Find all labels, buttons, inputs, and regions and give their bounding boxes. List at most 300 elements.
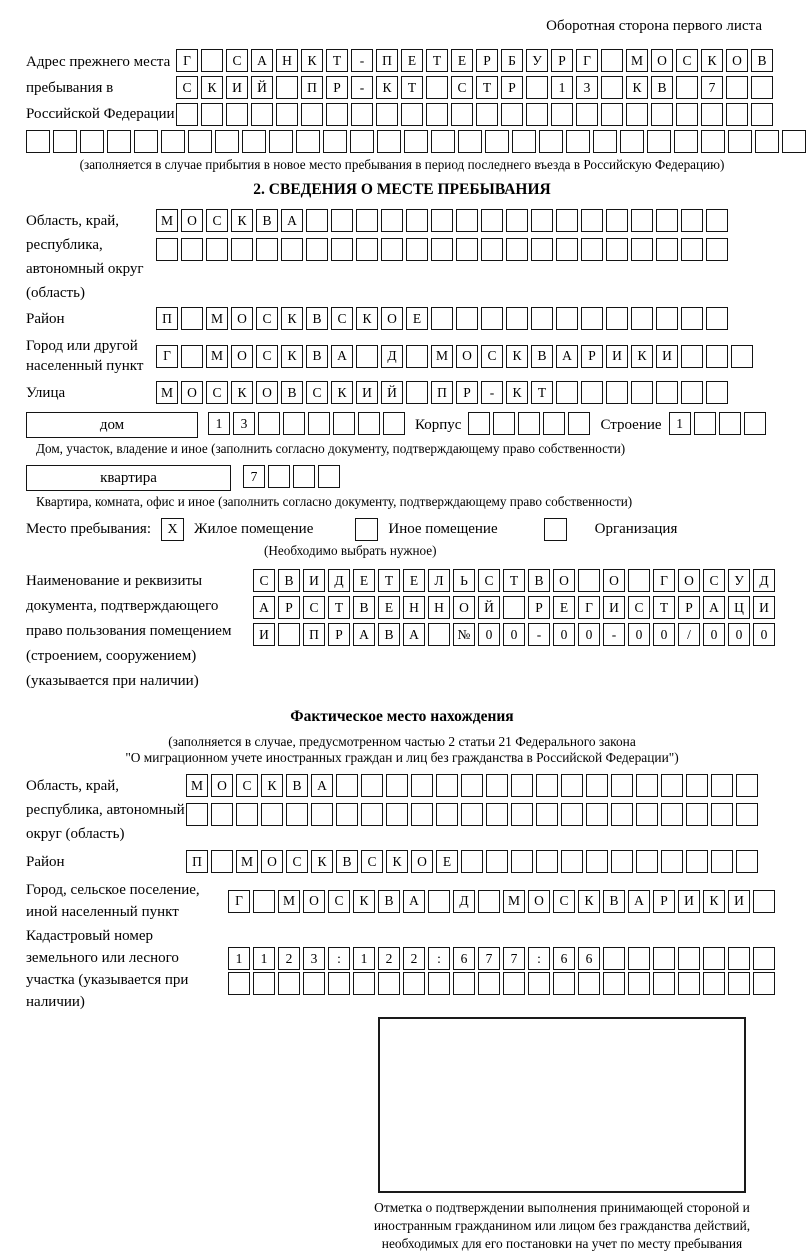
- char-cell[interactable]: В: [651, 76, 673, 99]
- char-cell[interactable]: 1: [551, 76, 573, 99]
- char-cell[interactable]: Г: [578, 596, 600, 619]
- char-cell[interactable]: Т: [401, 76, 423, 99]
- char-cell[interactable]: [431, 130, 455, 153]
- char-cell[interactable]: [336, 774, 358, 797]
- char-cell[interactable]: А: [628, 890, 650, 913]
- char-cell[interactable]: С: [256, 345, 278, 368]
- char-cell[interactable]: [276, 76, 298, 99]
- char-cell[interactable]: [782, 130, 806, 153]
- char-cell[interactable]: 0: [478, 623, 500, 646]
- char-cell[interactable]: [381, 238, 403, 261]
- char-cell[interactable]: [581, 381, 603, 404]
- char-cell[interactable]: [386, 803, 408, 826]
- char-cell[interactable]: [578, 569, 600, 592]
- char-cell[interactable]: А: [311, 774, 333, 797]
- char-cell[interactable]: [458, 130, 482, 153]
- char-cell[interactable]: [411, 803, 433, 826]
- char-cell[interactable]: С: [253, 569, 275, 592]
- char-cell[interactable]: [351, 103, 373, 126]
- char-cell[interactable]: П: [303, 623, 325, 646]
- char-cell[interactable]: Й: [478, 596, 500, 619]
- char-cell[interactable]: [751, 103, 773, 126]
- char-cell[interactable]: [694, 412, 716, 435]
- char-cell[interactable]: [381, 209, 403, 232]
- char-cell[interactable]: С: [303, 596, 325, 619]
- char-cell[interactable]: К: [281, 307, 303, 330]
- char-cell[interactable]: [333, 412, 355, 435]
- char-cell[interactable]: Р: [528, 596, 550, 619]
- char-cell[interactable]: Р: [278, 596, 300, 619]
- char-cell[interactable]: [706, 381, 728, 404]
- char-cell[interactable]: К: [261, 774, 283, 797]
- char-cell[interactable]: Д: [753, 569, 775, 592]
- char-cell[interactable]: [226, 103, 248, 126]
- char-cell[interactable]: [620, 130, 644, 153]
- char-cell[interactable]: [531, 209, 553, 232]
- char-cell[interactable]: [636, 850, 658, 873]
- char-cell[interactable]: [456, 238, 478, 261]
- char-cell[interactable]: Е: [378, 596, 400, 619]
- char-cell[interactable]: Л: [428, 569, 450, 592]
- char-cell[interactable]: [753, 890, 775, 913]
- char-cell[interactable]: [626, 103, 648, 126]
- char-cell[interactable]: Т: [328, 596, 350, 619]
- char-cell[interactable]: [411, 774, 433, 797]
- char-cell[interactable]: Ц: [728, 596, 750, 619]
- char-cell[interactable]: [681, 307, 703, 330]
- char-cell[interactable]: С: [286, 850, 308, 873]
- char-cell[interactable]: [719, 412, 741, 435]
- char-cell[interactable]: [606, 209, 628, 232]
- char-cell[interactable]: [283, 412, 305, 435]
- char-cell[interactable]: К: [376, 76, 398, 99]
- char-cell[interactable]: [678, 947, 700, 970]
- char-cell[interactable]: С: [226, 49, 248, 72]
- char-cell[interactable]: И: [356, 381, 378, 404]
- char-cell[interactable]: О: [553, 569, 575, 592]
- char-cell[interactable]: [181, 345, 203, 368]
- char-cell[interactable]: [586, 850, 608, 873]
- char-cell[interactable]: Т: [476, 76, 498, 99]
- char-cell[interactable]: [581, 238, 603, 261]
- stay-type-checkbox-residential[interactable]: X: [161, 518, 184, 541]
- char-cell[interactable]: [478, 890, 500, 913]
- char-cell[interactable]: 7: [478, 947, 500, 970]
- char-cell[interactable]: С: [236, 774, 258, 797]
- char-cell[interactable]: М: [431, 345, 453, 368]
- actual-district-field[interactable]: [186, 850, 761, 873]
- char-cell[interactable]: Т: [378, 569, 400, 592]
- char-cell[interactable]: [656, 381, 678, 404]
- char-cell[interactable]: [726, 76, 748, 99]
- char-cell[interactable]: [636, 774, 658, 797]
- char-cell[interactable]: [653, 947, 675, 970]
- char-cell[interactable]: [601, 76, 623, 99]
- char-cell[interactable]: [576, 103, 598, 126]
- char-cell[interactable]: -: [603, 623, 625, 646]
- char-cell[interactable]: К: [578, 890, 600, 913]
- char-cell[interactable]: О: [651, 49, 673, 72]
- char-cell[interactable]: [556, 381, 578, 404]
- char-cell[interactable]: [561, 850, 583, 873]
- char-cell[interactable]: А: [403, 890, 425, 913]
- char-cell[interactable]: [681, 238, 703, 261]
- char-cell[interactable]: [356, 345, 378, 368]
- char-cell[interactable]: [278, 623, 300, 646]
- char-cell[interactable]: [181, 307, 203, 330]
- char-cell[interactable]: [236, 803, 258, 826]
- char-cell[interactable]: Е: [403, 569, 425, 592]
- char-cell[interactable]: [511, 803, 533, 826]
- char-cell[interactable]: [561, 803, 583, 826]
- char-cell[interactable]: В: [378, 890, 400, 913]
- char-cell[interactable]: [431, 307, 453, 330]
- char-cell[interactable]: [506, 238, 528, 261]
- char-cell[interactable]: [376, 103, 398, 126]
- char-cell[interactable]: [503, 596, 525, 619]
- apartment-type-box[interactable]: квартира: [26, 465, 231, 491]
- char-cell[interactable]: [251, 103, 273, 126]
- char-cell[interactable]: 0: [728, 623, 750, 646]
- char-cell[interactable]: [551, 103, 573, 126]
- char-cell[interactable]: 3: [233, 412, 255, 435]
- char-cell[interactable]: [253, 972, 275, 995]
- char-cell[interactable]: К: [506, 381, 528, 404]
- char-cell[interactable]: [318, 465, 340, 488]
- char-cell[interactable]: А: [251, 49, 273, 72]
- char-cell[interactable]: [728, 947, 750, 970]
- char-cell[interactable]: [661, 850, 683, 873]
- char-cell[interactable]: [308, 412, 330, 435]
- char-cell[interactable]: [536, 774, 558, 797]
- char-cell[interactable]: М: [278, 890, 300, 913]
- char-cell[interactable]: С: [206, 381, 228, 404]
- char-cell[interactable]: Й: [381, 381, 403, 404]
- char-cell[interactable]: К: [701, 49, 723, 72]
- char-cell[interactable]: К: [506, 345, 528, 368]
- char-cell[interactable]: [531, 307, 553, 330]
- char-cell[interactable]: [481, 307, 503, 330]
- char-cell[interactable]: [253, 890, 275, 913]
- char-cell[interactable]: В: [306, 307, 328, 330]
- char-cell[interactable]: М: [503, 890, 525, 913]
- char-cell[interactable]: 6: [453, 947, 475, 970]
- char-cell[interactable]: О: [411, 850, 433, 873]
- char-cell[interactable]: С: [176, 76, 198, 99]
- char-cell[interactable]: 0: [653, 623, 675, 646]
- char-cell[interactable]: [593, 130, 617, 153]
- char-cell[interactable]: Т: [503, 569, 525, 592]
- char-cell[interactable]: [481, 238, 503, 261]
- char-cell[interactable]: [53, 130, 77, 153]
- char-cell[interactable]: [678, 972, 700, 995]
- char-cell[interactable]: [406, 209, 428, 232]
- char-cell[interactable]: [606, 238, 628, 261]
- actual-city-field[interactable]: [228, 890, 778, 913]
- char-cell[interactable]: [486, 850, 508, 873]
- char-cell[interactable]: [428, 890, 450, 913]
- char-cell[interactable]: О: [603, 569, 625, 592]
- char-cell[interactable]: [107, 130, 131, 153]
- char-cell[interactable]: [661, 803, 683, 826]
- char-cell[interactable]: С: [328, 890, 350, 913]
- char-cell[interactable]: [568, 412, 590, 435]
- char-cell[interactable]: И: [728, 890, 750, 913]
- char-cell[interactable]: [526, 76, 548, 99]
- house-type-box[interactable]: дом: [26, 412, 198, 438]
- char-cell[interactable]: М: [206, 307, 228, 330]
- char-cell[interactable]: Р: [678, 596, 700, 619]
- char-cell[interactable]: В: [306, 345, 328, 368]
- char-cell[interactable]: Р: [551, 49, 573, 72]
- char-cell[interactable]: [531, 238, 553, 261]
- char-cell[interactable]: [361, 774, 383, 797]
- char-cell[interactable]: [566, 130, 590, 153]
- char-cell[interactable]: [606, 381, 628, 404]
- char-cell[interactable]: М: [626, 49, 648, 72]
- char-cell[interactable]: [706, 209, 728, 232]
- char-cell[interactable]: 0: [753, 623, 775, 646]
- char-cell[interactable]: К: [331, 381, 353, 404]
- char-cell[interactable]: [578, 972, 600, 995]
- char-cell[interactable]: 1: [208, 412, 230, 435]
- char-cell[interactable]: [188, 130, 212, 153]
- char-cell[interactable]: В: [336, 850, 358, 873]
- char-cell[interactable]: [356, 209, 378, 232]
- char-cell[interactable]: [661, 774, 683, 797]
- char-cell[interactable]: [556, 238, 578, 261]
- char-cell[interactable]: Н: [276, 49, 298, 72]
- char-cell[interactable]: 0: [503, 623, 525, 646]
- char-cell[interactable]: [686, 774, 708, 797]
- char-cell[interactable]: [486, 774, 508, 797]
- char-cell[interactable]: И: [656, 345, 678, 368]
- char-cell[interactable]: [656, 307, 678, 330]
- char-cell[interactable]: К: [311, 850, 333, 873]
- char-cell[interactable]: [306, 238, 328, 261]
- char-cell[interactable]: [603, 947, 625, 970]
- char-cell[interactable]: [601, 49, 623, 72]
- char-cell[interactable]: [426, 103, 448, 126]
- char-cell[interactable]: [653, 972, 675, 995]
- char-cell[interactable]: В: [751, 49, 773, 72]
- char-cell[interactable]: Р: [456, 381, 478, 404]
- char-cell[interactable]: Р: [476, 49, 498, 72]
- char-cell[interactable]: [506, 307, 528, 330]
- char-cell[interactable]: А: [281, 209, 303, 232]
- char-cell[interactable]: [631, 238, 653, 261]
- char-cell[interactable]: К: [631, 345, 653, 368]
- char-cell[interactable]: [328, 972, 350, 995]
- char-cell[interactable]: О: [678, 569, 700, 592]
- char-cell[interactable]: И: [606, 345, 628, 368]
- char-cell[interactable]: [176, 103, 198, 126]
- char-cell[interactable]: :: [328, 947, 350, 970]
- char-cell[interactable]: С: [361, 850, 383, 873]
- char-cell[interactable]: [356, 238, 378, 261]
- char-cell[interactable]: [681, 381, 703, 404]
- char-cell[interactable]: В: [603, 890, 625, 913]
- char-cell[interactable]: 0: [553, 623, 575, 646]
- char-cell[interactable]: [80, 130, 104, 153]
- street-field[interactable]: [156, 381, 731, 404]
- char-cell[interactable]: [611, 850, 633, 873]
- char-cell[interactable]: [211, 850, 233, 873]
- char-cell[interactable]: [656, 209, 678, 232]
- char-cell[interactable]: [353, 972, 375, 995]
- char-cell[interactable]: [736, 774, 758, 797]
- char-cell[interactable]: Р: [501, 76, 523, 99]
- char-cell[interactable]: [336, 803, 358, 826]
- char-cell[interactable]: [674, 130, 698, 153]
- char-cell[interactable]: Ь: [453, 569, 475, 592]
- char-cell[interactable]: [681, 209, 703, 232]
- char-cell[interactable]: [456, 209, 478, 232]
- char-cell[interactable]: [628, 972, 650, 995]
- char-cell[interactable]: П: [186, 850, 208, 873]
- char-cell[interactable]: О: [726, 49, 748, 72]
- char-cell[interactable]: О: [181, 209, 203, 232]
- char-cell[interactable]: [303, 972, 325, 995]
- char-cell[interactable]: [656, 238, 678, 261]
- char-cell[interactable]: Г: [156, 345, 178, 368]
- char-cell[interactable]: М: [156, 381, 178, 404]
- char-cell[interactable]: О: [381, 307, 403, 330]
- document-field-row-2[interactable]: [253, 596, 778, 619]
- char-cell[interactable]: [611, 803, 633, 826]
- char-cell[interactable]: [428, 972, 450, 995]
- char-cell[interactable]: [686, 803, 708, 826]
- char-cell[interactable]: [511, 850, 533, 873]
- char-cell[interactable]: 3: [576, 76, 598, 99]
- char-cell[interactable]: [134, 130, 158, 153]
- char-cell[interactable]: [181, 238, 203, 261]
- char-cell[interactable]: С: [306, 381, 328, 404]
- char-cell[interactable]: [556, 209, 578, 232]
- char-cell[interactable]: 6: [553, 947, 575, 970]
- char-cell[interactable]: А: [403, 623, 425, 646]
- char-cell[interactable]: [611, 774, 633, 797]
- char-cell[interactable]: [311, 803, 333, 826]
- char-cell[interactable]: Е: [553, 596, 575, 619]
- char-cell[interactable]: К: [703, 890, 725, 913]
- char-cell[interactable]: [278, 972, 300, 995]
- char-cell[interactable]: [286, 803, 308, 826]
- char-cell[interactable]: [686, 850, 708, 873]
- char-cell[interactable]: [631, 381, 653, 404]
- char-cell[interactable]: [306, 209, 328, 232]
- char-cell[interactable]: К: [626, 76, 648, 99]
- char-cell[interactable]: О: [453, 596, 475, 619]
- char-cell[interactable]: [201, 103, 223, 126]
- char-cell[interactable]: О: [231, 345, 253, 368]
- char-cell[interactable]: Д: [381, 345, 403, 368]
- char-cell[interactable]: [601, 103, 623, 126]
- char-cell[interactable]: П: [301, 76, 323, 99]
- char-cell[interactable]: [261, 803, 283, 826]
- char-cell[interactable]: Н: [403, 596, 425, 619]
- char-cell[interactable]: В: [286, 774, 308, 797]
- char-cell[interactable]: М: [186, 774, 208, 797]
- char-cell[interactable]: 1: [253, 947, 275, 970]
- char-cell[interactable]: [728, 972, 750, 995]
- char-cell[interactable]: П: [376, 49, 398, 72]
- char-cell[interactable]: О: [256, 381, 278, 404]
- char-cell[interactable]: [476, 103, 498, 126]
- actual-region-field-row-2[interactable]: [186, 803, 761, 826]
- char-cell[interactable]: С: [628, 596, 650, 619]
- char-cell[interactable]: 7: [701, 76, 723, 99]
- char-cell[interactable]: И: [753, 596, 775, 619]
- char-cell[interactable]: 6: [578, 947, 600, 970]
- char-cell[interactable]: [736, 803, 758, 826]
- char-cell[interactable]: [676, 76, 698, 99]
- char-cell[interactable]: [628, 569, 650, 592]
- char-cell[interactable]: 1: [353, 947, 375, 970]
- char-cell[interactable]: [539, 130, 563, 153]
- char-cell[interactable]: [511, 774, 533, 797]
- char-cell[interactable]: 1: [228, 947, 250, 970]
- char-cell[interactable]: К: [301, 49, 323, 72]
- char-cell[interactable]: В: [378, 623, 400, 646]
- char-cell[interactable]: К: [281, 345, 303, 368]
- char-cell[interactable]: Е: [451, 49, 473, 72]
- char-cell[interactable]: В: [256, 209, 278, 232]
- char-cell[interactable]: [681, 345, 703, 368]
- char-cell[interactable]: А: [556, 345, 578, 368]
- char-cell[interactable]: [358, 412, 380, 435]
- city-field[interactable]: [156, 345, 756, 368]
- char-cell[interactable]: [431, 209, 453, 232]
- char-cell[interactable]: [755, 130, 779, 153]
- char-cell[interactable]: [461, 850, 483, 873]
- char-cell[interactable]: 1: [669, 412, 691, 435]
- char-cell[interactable]: [406, 381, 428, 404]
- char-cell[interactable]: [501, 103, 523, 126]
- char-cell[interactable]: [512, 130, 536, 153]
- char-cell[interactable]: [636, 803, 658, 826]
- char-cell[interactable]: [331, 238, 353, 261]
- char-cell[interactable]: С: [676, 49, 698, 72]
- char-cell[interactable]: [436, 774, 458, 797]
- char-cell[interactable]: [485, 130, 509, 153]
- char-cell[interactable]: [377, 130, 401, 153]
- char-cell[interactable]: [526, 103, 548, 126]
- char-cell[interactable]: Е: [406, 307, 428, 330]
- char-cell[interactable]: У: [526, 49, 548, 72]
- char-cell[interactable]: В: [528, 569, 550, 592]
- char-cell[interactable]: 7: [503, 947, 525, 970]
- char-cell[interactable]: -: [528, 623, 550, 646]
- char-cell[interactable]: [711, 850, 733, 873]
- char-cell[interactable]: О: [303, 890, 325, 913]
- char-cell[interactable]: [456, 307, 478, 330]
- char-cell[interactable]: К: [231, 209, 253, 232]
- char-cell[interactable]: Р: [326, 76, 348, 99]
- char-cell[interactable]: [528, 972, 550, 995]
- char-cell[interactable]: О: [231, 307, 253, 330]
- char-cell[interactable]: 0: [703, 623, 725, 646]
- char-cell[interactable]: С: [478, 569, 500, 592]
- char-cell[interactable]: [428, 623, 450, 646]
- char-cell[interactable]: [651, 103, 673, 126]
- char-cell[interactable]: [543, 412, 565, 435]
- char-cell[interactable]: С: [703, 569, 725, 592]
- cadastral-field-row-1[interactable]: [228, 947, 778, 970]
- char-cell[interactable]: [451, 103, 473, 126]
- char-cell[interactable]: С: [451, 76, 473, 99]
- char-cell[interactable]: 7: [243, 465, 265, 488]
